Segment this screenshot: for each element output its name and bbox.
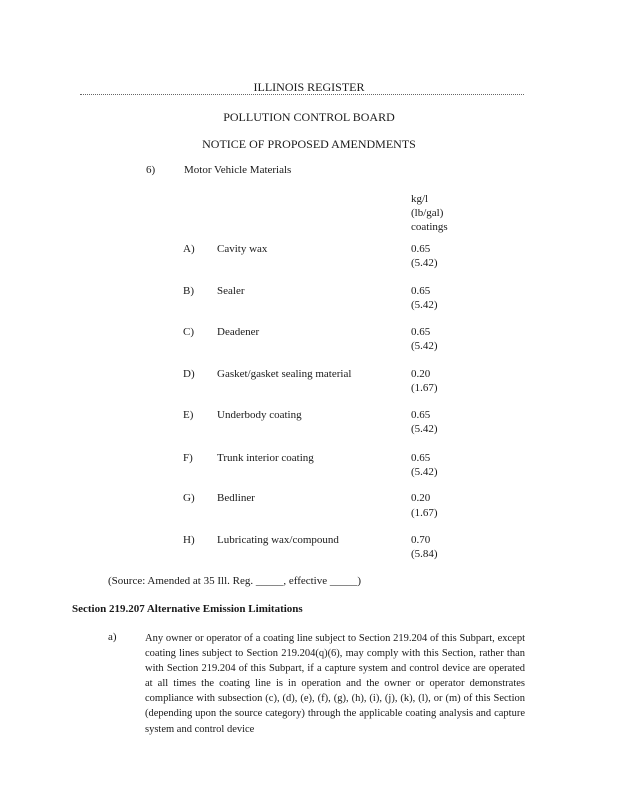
item-label: H) bbox=[183, 534, 195, 546]
units-coatings: coatings bbox=[411, 221, 448, 233]
item-kg-l: 0.65 bbox=[411, 452, 431, 464]
item-kg-l: 0.20 bbox=[411, 368, 431, 380]
item-label: A) bbox=[183, 243, 195, 255]
paragraph-a-label: a) bbox=[108, 631, 117, 643]
item-name: Gasket/gasket sealing material bbox=[217, 368, 352, 380]
item-name: Sealer bbox=[217, 285, 245, 297]
section-6-number: 6) bbox=[146, 164, 156, 176]
units-lb-gal: (lb/gal) bbox=[411, 207, 444, 219]
item-label: D) bbox=[183, 368, 195, 380]
item-lb-gal: (5.84) bbox=[411, 548, 438, 560]
item-lb-gal: (1.67) bbox=[411, 507, 438, 519]
item-name: Deadener bbox=[217, 326, 260, 338]
item-lb-gal: (5.42) bbox=[411, 466, 438, 478]
item-kg-l: 0.20 bbox=[411, 492, 431, 504]
section-6-title: Motor Vehicle Materials bbox=[184, 164, 292, 176]
paragraph-a-text: Any owner or operator of a coating line subject to Section 219.204 of this Subpart, except coating lines subject to Section 219.204(q)(6), may comply with this Section, rather than with Section 219.204 of this Subpart, if a capture system and control device are operated at all times the coating line is in operation and the owner or operator demonstrates compliance with subsection (c), (d), (e), (f), (g), (h), (i), (j), (k), (l), or (m) of this Section (depending upon the source category) through the applicable coating analysis and capture system and control device bbox=[145, 633, 525, 735]
register-title: ILLINOIS REGISTER bbox=[253, 80, 365, 94]
item-lb-gal: (1.67) bbox=[411, 382, 438, 394]
header-rule bbox=[80, 94, 524, 95]
item-label: G) bbox=[183, 492, 195, 504]
item-lb-gal: (5.42) bbox=[411, 299, 438, 311]
item-label: B) bbox=[183, 285, 194, 297]
item-kg-l: 0.65 bbox=[411, 409, 431, 421]
notice-title: NOTICE OF PROPOSED AMENDMENTS bbox=[202, 137, 416, 151]
item-name: Underbody coating bbox=[217, 409, 302, 421]
item-kg-l: 0.65 bbox=[411, 326, 431, 338]
item-label: C) bbox=[183, 326, 194, 338]
item-name: Trunk interior coating bbox=[217, 452, 314, 464]
item-kg-l: 0.65 bbox=[411, 285, 431, 297]
item-name: Bedliner bbox=[217, 492, 255, 504]
item-lb-gal: (5.42) bbox=[411, 340, 438, 352]
item-kg-l: 0.65 bbox=[411, 243, 431, 255]
board-title: POLLUTION CONTROL BOARD bbox=[223, 110, 395, 124]
item-lb-gal: (5.42) bbox=[411, 257, 438, 269]
item-name: Cavity wax bbox=[217, 243, 268, 255]
item-name: Lubricating wax/compound bbox=[217, 534, 339, 546]
source-note: (Source: Amended at 35 Ill. Reg. _____, effective _____) bbox=[108, 575, 362, 587]
item-label: E) bbox=[183, 409, 194, 421]
item-lb-gal: (5.42) bbox=[411, 423, 438, 435]
item-kg-l: 0.70 bbox=[411, 534, 431, 546]
item-label: F) bbox=[183, 452, 193, 464]
units-kg-l: kg/l bbox=[411, 193, 429, 205]
section-heading: Section 219.207 Alternative Emission Limitations bbox=[72, 603, 303, 615]
